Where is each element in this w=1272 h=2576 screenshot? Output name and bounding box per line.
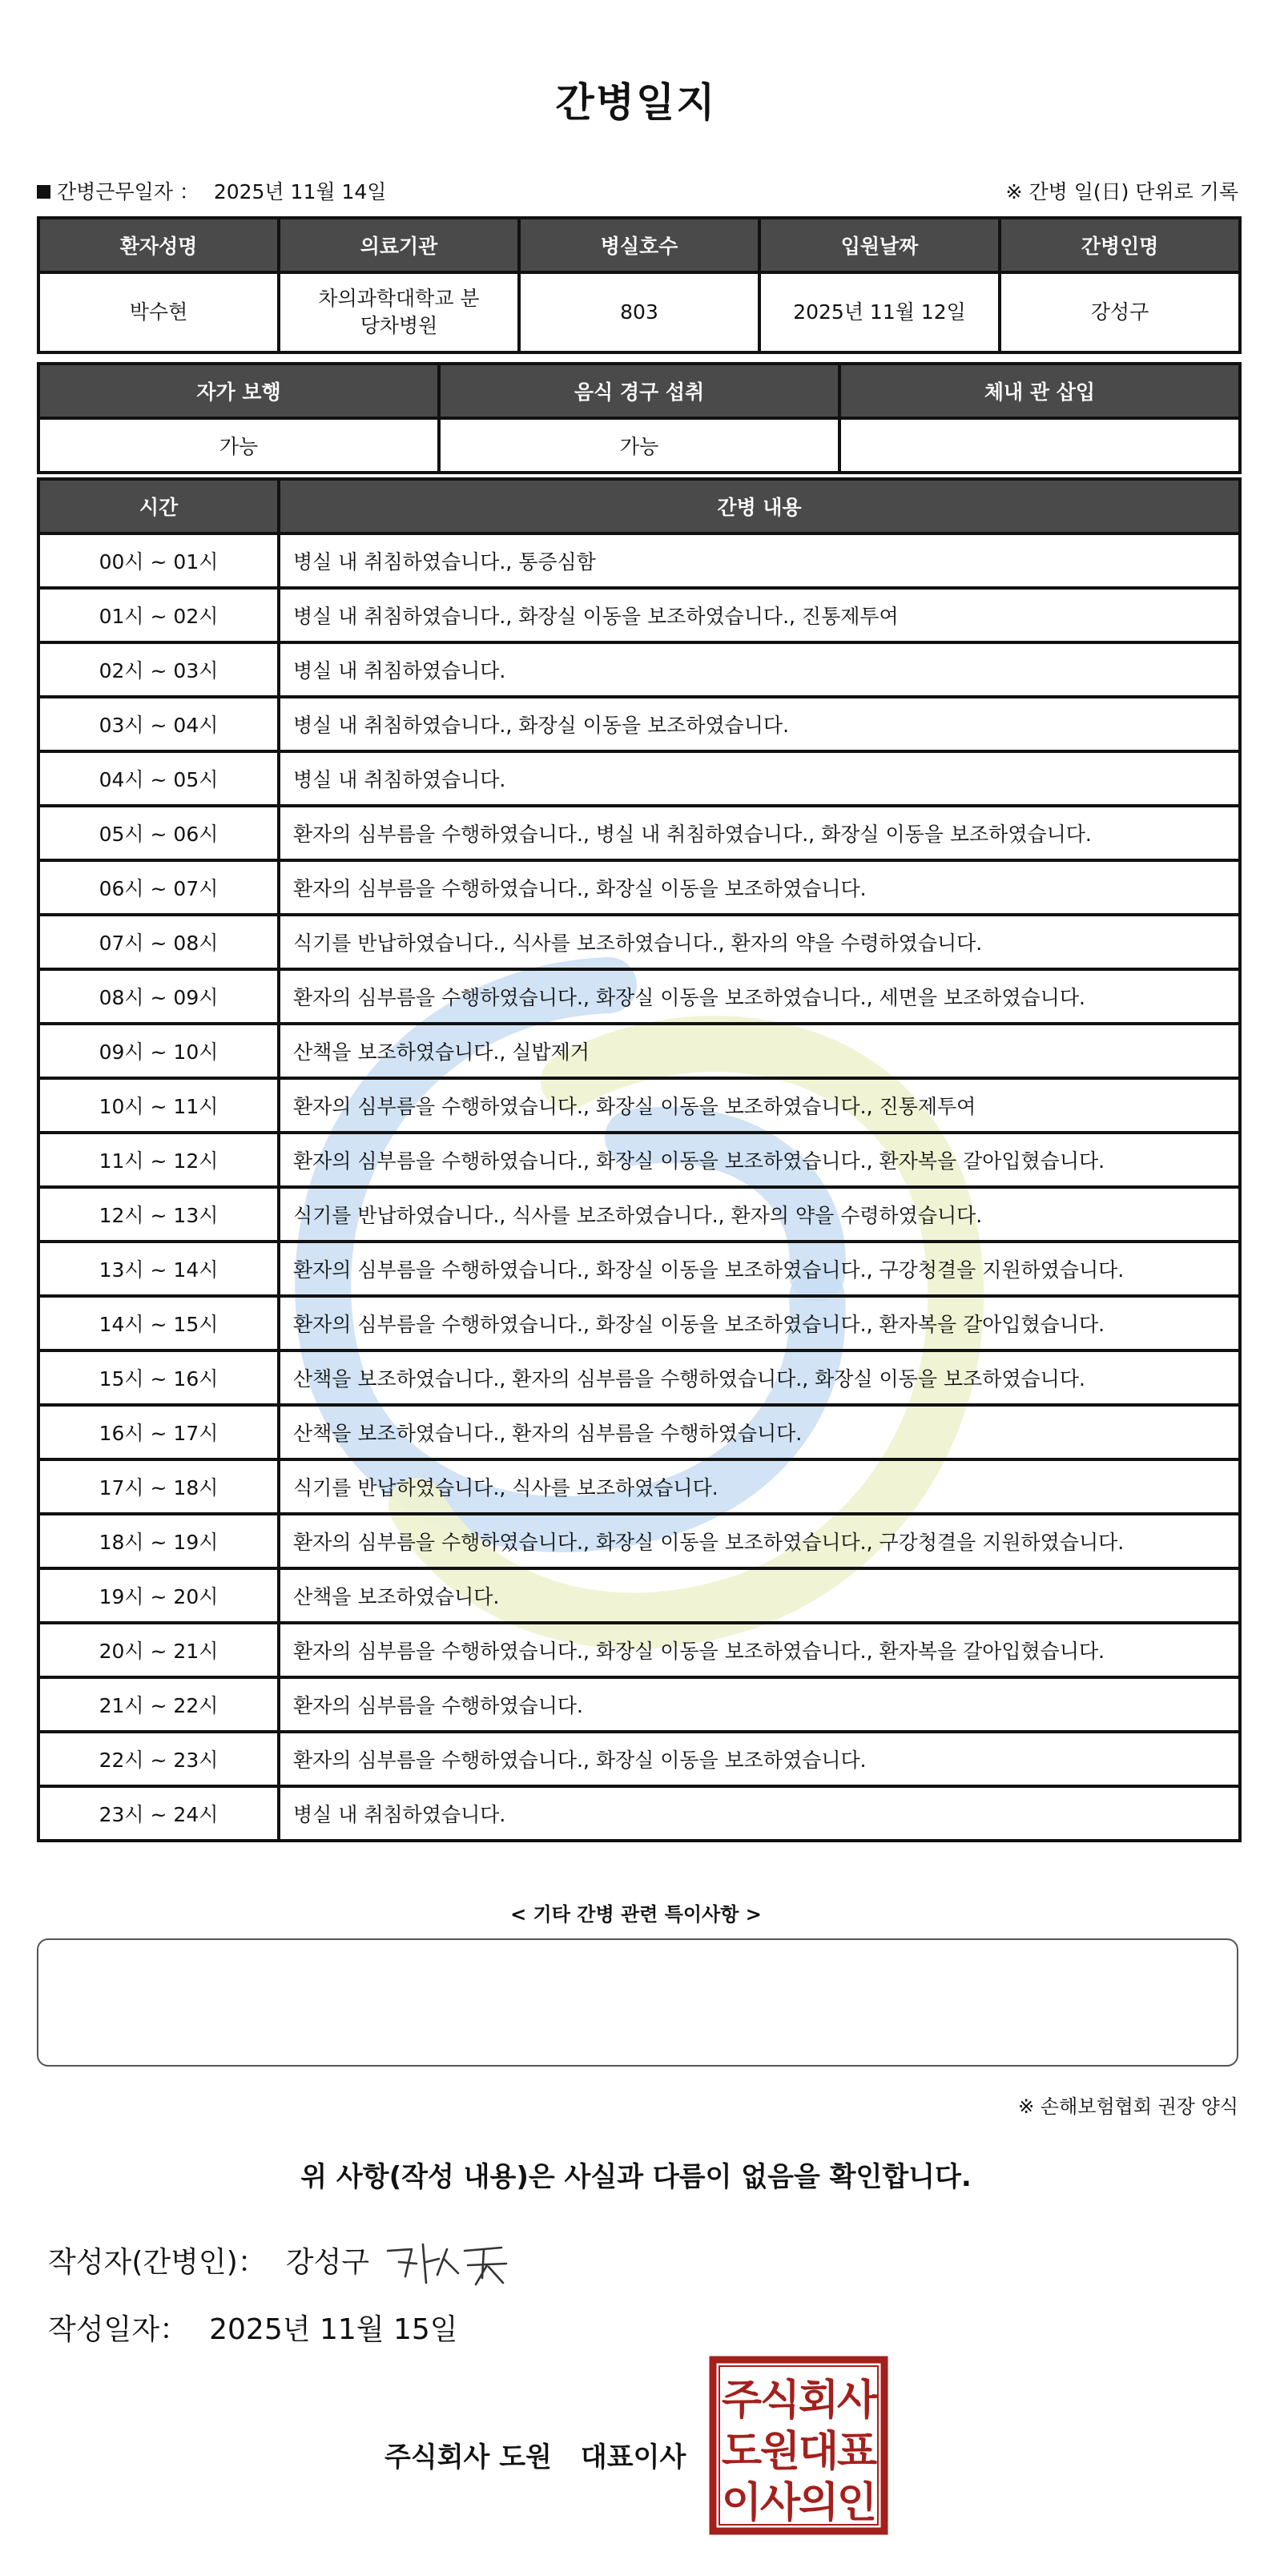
care-content-cell: 환자의 심부름을 수행하였습니다., 병실 내 취침하였습니다., 화장실 이동을 보조하였습니다.	[279, 806, 1240, 860]
company-line	[384, 2435, 686, 2474]
condition-header-row	[38, 364, 1240, 418]
time-cell: 20시 ~ 21시	[38, 1623, 279, 1677]
written-date-line	[48, 2307, 458, 2348]
table-row	[38, 1623, 1240, 1677]
table-row	[38, 1024, 1240, 1078]
time-cell: 16시 ~ 17시	[38, 1405, 279, 1459]
care-content-cell: 산책을 보조하였습니다., 실밥제거	[279, 1024, 1240, 1078]
svg-text:도: 도	[721, 2428, 763, 2476]
svg-text:회: 회	[798, 2377, 839, 2425]
time-cell: 07시 ~ 08시	[38, 915, 279, 969]
time-cell: 08시 ~ 09시	[38, 969, 279, 1024]
header-care-content: 간병 내용	[279, 479, 1240, 533]
table-row	[38, 1296, 1240, 1350]
header-admission-date: 입원날짜	[759, 218, 1000, 272]
table-row	[38, 969, 1240, 1024]
care-content-cell: 환자의 심부름을 수행하였습니다., 화장실 이동을 보조하였습니다., 구강청결을 지원하였습니다.	[279, 1514, 1240, 1568]
care-content-cell: 식기를 반납하였습니다., 식사를 보조하였습니다., 환자의 약을 수령하였습니다.	[279, 1187, 1240, 1242]
time-cell: 23시 ~ 24시	[38, 1786, 279, 1841]
time-cell: 00시 ~ 01시	[38, 533, 279, 588]
log-header-row	[38, 479, 1240, 533]
table-row	[38, 1514, 1240, 1568]
table-row	[38, 1350, 1240, 1405]
time-cell: 18시 ~ 19시	[38, 1514, 279, 1568]
care-content-cell: 병실 내 취침하였습니다.	[279, 751, 1240, 806]
time-cell: 06시 ~ 07시	[38, 860, 279, 915]
header-time: 시간	[38, 479, 279, 533]
time-cell: 02시 ~ 03시	[38, 642, 279, 697]
care-content-cell: 식기를 반납하였습니다., 식사를 보조하였습니다.	[279, 1459, 1240, 1514]
date-value: 2025년 11월 15일	[209, 2313, 458, 2346]
care-content-cell: 병실 내 취침하였습니다.	[279, 1786, 1240, 1841]
header-self-walking: 자가 보행	[38, 364, 439, 418]
svg-text:대: 대	[798, 2428, 839, 2476]
table-row	[38, 1786, 1240, 1841]
care-content-cell: 환자의 심부름을 수행하였습니다., 화장실 이동을 보조하였습니다., 환자복을 갈아입혔습니다.	[279, 1296, 1240, 1350]
hospital-name: 차의과학대학교 분당차병원	[279, 272, 519, 352]
care-content-cell: 환자의 심부름을 수행하였습니다., 화장실 이동을 보조하였습니다., 진통제투여	[279, 1078, 1240, 1133]
time-cell: 17시 ~ 18시	[38, 1459, 279, 1514]
patient-condition-table	[37, 362, 1242, 474]
time-cell: 21시 ~ 22시	[38, 1677, 279, 1732]
care-content-cell: 환자의 심부름을 수행하였습니다., 화장실 이동을 보조하였습니다., 환자복을 갈아입혔습니다.	[279, 1133, 1240, 1187]
document-title: 간병일지	[555, 79, 717, 126]
recommend-note: ※ 손해보험협회 권장 양식	[1018, 2095, 1238, 2118]
table-row	[38, 1732, 1240, 1786]
table-row	[38, 1187, 1240, 1242]
table-row	[38, 1459, 1240, 1514]
care-content-cell: 환자의 심부름을 수행하였습니다., 화장실 이동을 보조하였습니다.	[279, 1732, 1240, 1786]
header-patient-name: 환자성명	[38, 218, 279, 272]
svg-text:의: 의	[798, 2479, 839, 2527]
info-value-row	[38, 272, 1240, 352]
room-number: 803	[519, 272, 759, 352]
care-content-cell: 환자의 심부름을 수행하였습니다.	[279, 1677, 1240, 1732]
care-content-cell: 병실 내 취침하였습니다., 화장실 이동을 보조하였습니다., 진통제투여	[279, 588, 1240, 642]
time-cell: 19시 ~ 20시	[38, 1568, 279, 1623]
time-cell: 04시 ~ 05시	[38, 751, 279, 806]
table-row	[38, 588, 1240, 642]
table-row	[38, 751, 1240, 806]
tube-insertion-value	[839, 418, 1240, 473]
oral-intake-value: 가능	[439, 418, 839, 473]
patient-name: 박수현	[38, 272, 279, 352]
time-cell: 11시 ~ 12시	[38, 1133, 279, 1187]
time-cell: 10시 ~ 11시	[38, 1078, 279, 1133]
svg-text:식: 식	[759, 2377, 801, 2425]
time-cell: 03시 ~ 04시	[38, 697, 279, 751]
svg-text:사: 사	[759, 2479, 801, 2527]
table-row	[38, 1405, 1240, 1459]
svg-text:이: 이	[721, 2479, 763, 2527]
company-seal-stamp	[708, 2355, 889, 2536]
care-content-cell: 산책을 보조하였습니다., 환자의 심부름을 수행하였습니다., 화장실 이동을 보조하였습니다.	[279, 1350, 1240, 1405]
table-row	[38, 915, 1240, 969]
care-content-cell: 병실 내 취침하였습니다.	[279, 642, 1240, 697]
handwritten-signature	[381, 2227, 525, 2291]
writer-name: 강성구	[285, 2246, 370, 2279]
svg-text:인: 인	[836, 2479, 878, 2527]
admission-date: 2025년 11월 12일	[759, 272, 1000, 352]
header-hospital: 의료기관	[279, 218, 519, 272]
table-row	[38, 806, 1240, 860]
meta-row	[37, 176, 1238, 208]
work-date	[37, 176, 386, 205]
company-name: 주식회사 도원	[384, 2441, 552, 2473]
time-cell: 09시 ~ 10시	[38, 1024, 279, 1078]
table-row	[38, 533, 1240, 588]
self-walking-value: 가능	[38, 418, 439, 473]
table-row	[38, 642, 1240, 697]
log-body	[38, 533, 1240, 1841]
table-row	[38, 1677, 1240, 1732]
time-cell: 15시 ~ 16시	[38, 1350, 279, 1405]
table-row	[38, 697, 1240, 751]
square-bullet-icon	[37, 185, 50, 199]
caregiver-name: 강성구	[1000, 272, 1240, 352]
condition-value-row	[38, 418, 1240, 473]
header-room-number: 병실호수	[519, 218, 759, 272]
care-content-cell: 병실 내 취침하였습니다., 화장실 이동을 보조하였습니다.	[279, 697, 1240, 751]
table-row	[38, 860, 1240, 915]
table-row	[38, 1078, 1240, 1133]
confirmation-statement: 위 사항(작성 내용)은 사실과 다름이 없음을 확인합니다.	[300, 2161, 972, 2193]
writer-label: 작성자(간병인)：	[48, 2246, 267, 2279]
header-caregiver-name: 간병인명	[1000, 218, 1240, 272]
time-cell: 01시 ~ 02시	[38, 588, 279, 642]
table-row	[38, 1242, 1240, 1296]
hourly-care-log-table	[37, 477, 1242, 1842]
care-content-cell: 환자의 심부름을 수행하였습니다., 화장실 이동을 보조하였습니다., 세면을 보조하였습니다.	[279, 969, 1240, 1024]
table-row	[38, 1568, 1240, 1623]
patient-info-table	[37, 216, 1242, 354]
care-content-cell: 산책을 보조하였습니다., 환자의 심부름을 수행하였습니다.	[279, 1405, 1240, 1459]
care-content-cell: 환자의 심부름을 수행하였습니다., 화장실 이동을 보조하였습니다., 구강청결을 지원하였습니다.	[279, 1242, 1240, 1296]
svg-text:원: 원	[759, 2428, 801, 2476]
record-unit-note: ※ 간병 일(日) 단위로 기록	[1005, 180, 1238, 203]
svg-text:표: 표	[836, 2428, 878, 2476]
table-row	[38, 1133, 1240, 1187]
care-content-cell: 환자의 심부름을 수행하였습니다., 화장실 이동을 보조하였습니다., 환자복을 갈아입혔습니다.	[279, 1623, 1240, 1677]
time-cell: 13시 ~ 14시	[38, 1242, 279, 1296]
writer-line	[48, 2240, 369, 2280]
care-content-cell: 환자의 심부름을 수행하였습니다., 화장실 이동을 보조하였습니다.	[279, 860, 1240, 915]
header-oral-intake: 음식 경구 섭취	[439, 364, 839, 418]
header-tube-insertion: 체내 관 삽입	[839, 364, 1240, 418]
notes-title: < 기타 간병 관련 특이사항 >	[510, 1903, 762, 1926]
ceo-title: 대표이사	[580, 2441, 686, 2473]
time-cell: 12시 ~ 13시	[38, 1187, 279, 1242]
time-cell: 14시 ~ 15시	[38, 1296, 279, 1350]
care-content-cell: 병실 내 취침하였습니다., 통증심함	[279, 533, 1240, 588]
date-label: 작성일자：	[48, 2313, 189, 2346]
time-cell: 05시 ~ 06시	[38, 806, 279, 860]
svg-text:사: 사	[836, 2377, 878, 2425]
time-cell: 22시 ~ 23시	[38, 1732, 279, 1786]
work-date-label: 간병근무일자 ：	[57, 180, 199, 203]
special-notes-box	[37, 1938, 1238, 2067]
svg-text:주: 주	[721, 2377, 763, 2425]
work-date-value: 2025년 11월 14일	[213, 180, 387, 203]
care-content-cell: 산책을 보조하였습니다.	[279, 1568, 1240, 1623]
info-header-row	[38, 218, 1240, 272]
care-content-cell: 식기를 반납하였습니다., 식사를 보조하였습니다., 환자의 약을 수령하였습니다.	[279, 915, 1240, 969]
